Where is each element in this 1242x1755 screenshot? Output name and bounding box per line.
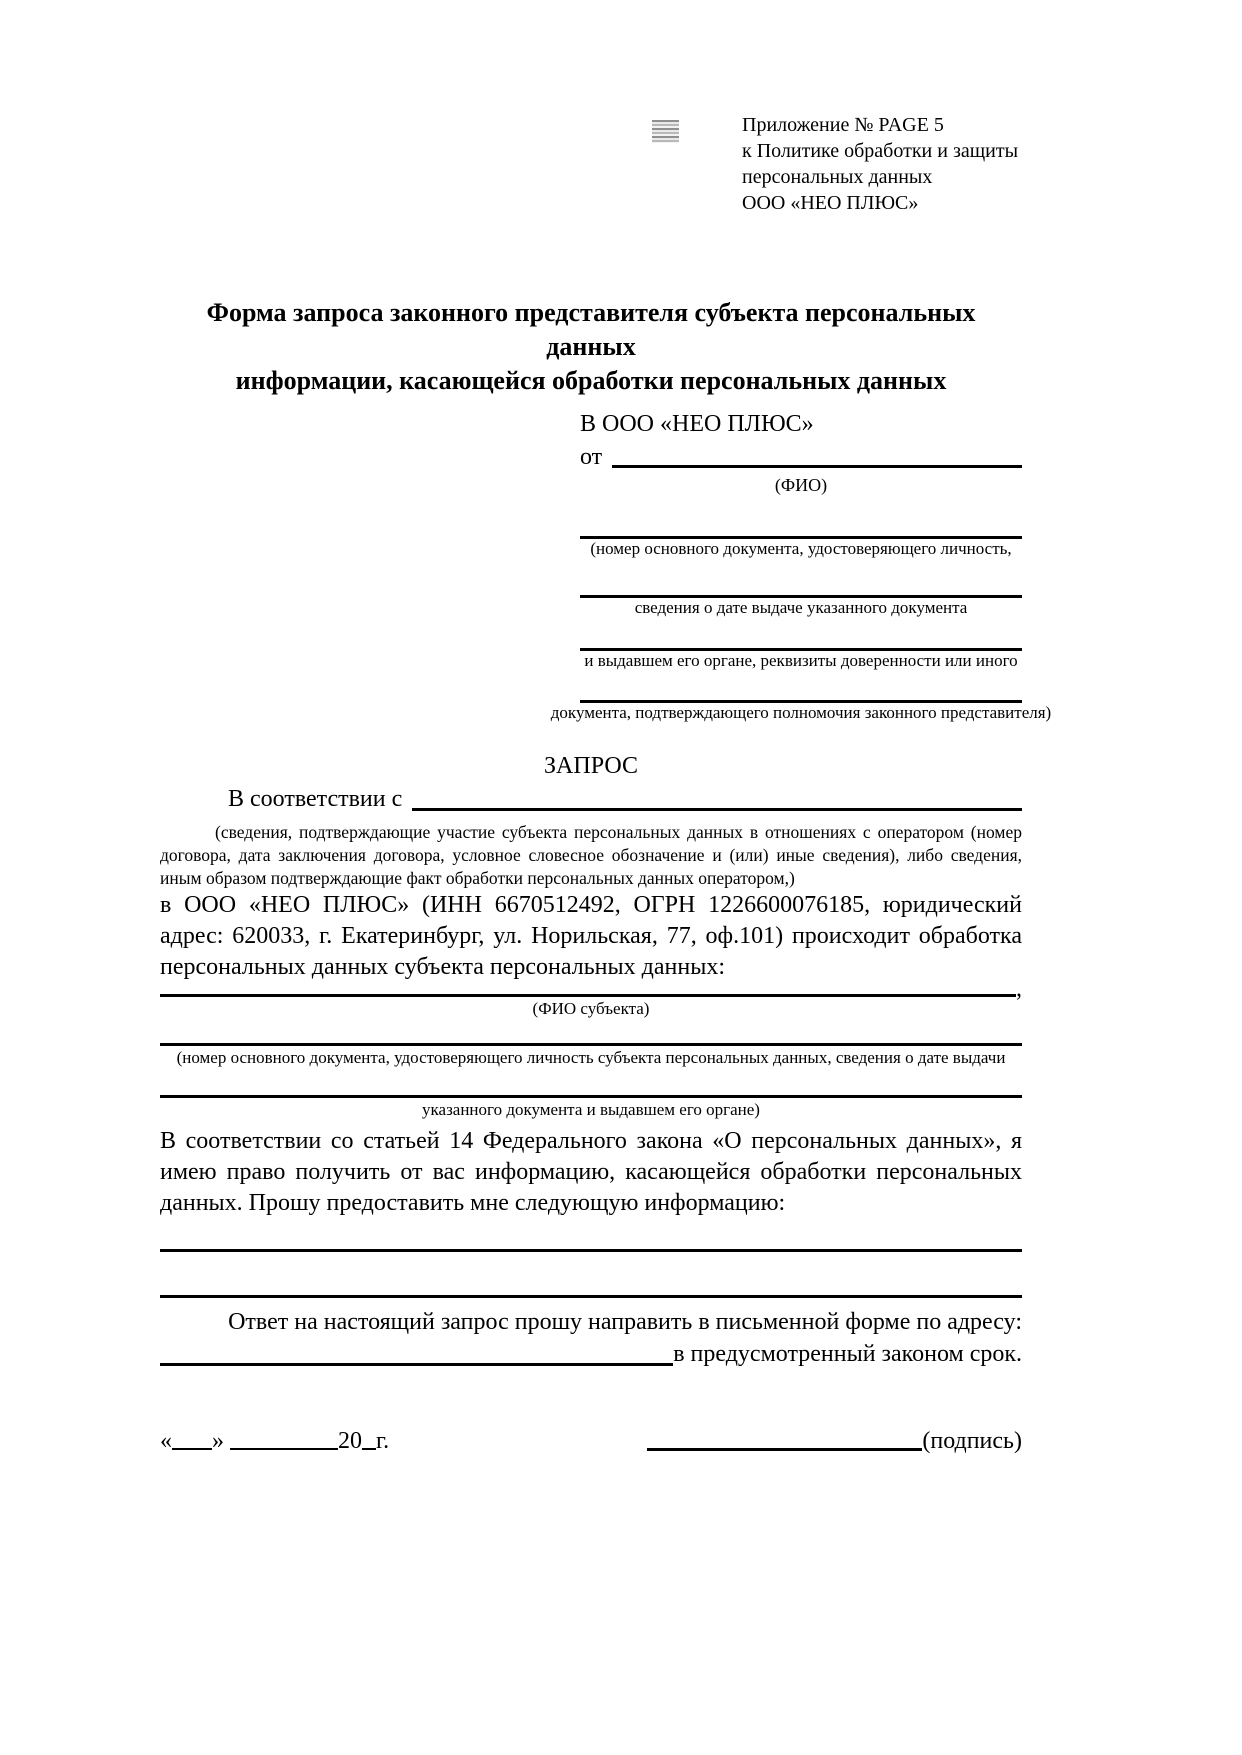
from-label: от bbox=[580, 444, 603, 470]
form-title-line1: Форма запроса законного представителя субъекта персональных данных bbox=[206, 298, 976, 361]
form-title bbox=[160, 0, 1022, 398]
date-year-prefix: 20 bbox=[338, 1428, 362, 1454]
fio-caption: (ФИО) bbox=[774, 475, 828, 495]
reply-address-row bbox=[160, 1338, 1022, 1370]
address-fill-in-line bbox=[160, 1363, 673, 1366]
subject-doc-caption: (номер основного документа, удостоверяющего личность субъекта персональных данных, сведения о дате выдачи bbox=[176, 1048, 1006, 1067]
fill-in-line bbox=[580, 559, 1022, 598]
fill-in-line bbox=[160, 994, 1016, 997]
intro-note: (сведения, подтверждающие участие субъекта персональных данных в отношениях с оператором (номер договора, дата заключения договора, условное словесное обозначение и (или) иные сведения), либо сведения, иным образом подтверждающие факт обработки персональных данных оператором,) bbox=[160, 822, 1022, 888]
date-month-blank bbox=[230, 1428, 338, 1450]
line-caption: (номер основного документа, удостоверяющего личность, bbox=[590, 539, 1012, 558]
request-heading: ЗАПРОС bbox=[544, 753, 638, 779]
appendix-line: к Политике обработки и защиты bbox=[742, 140, 1019, 162]
addressee-block bbox=[550, 408, 1052, 723]
date-quote-close: » bbox=[212, 1428, 224, 1454]
subject-doc-caption: указанного документа и выдавшем его органе) bbox=[422, 1100, 760, 1119]
document-body bbox=[160, 0, 1052, 1456]
appendix-line: Приложение № PAGE 5 bbox=[742, 114, 944, 136]
signature-fill-in-line bbox=[647, 1428, 922, 1451]
date-day-blank bbox=[172, 1428, 212, 1450]
fill-in-line bbox=[160, 1019, 1022, 1046]
date-year-blank bbox=[362, 1428, 376, 1450]
fill-in-line bbox=[160, 1068, 1022, 1098]
appendix-line: персональных данных bbox=[742, 166, 933, 188]
subject-fio-line bbox=[160, 976, 1022, 1002]
intro-fill-in-line bbox=[412, 808, 1022, 811]
appendix-line: ООО «НЕО ПЛЮС» bbox=[742, 192, 919, 214]
intro-label: В соответствии с bbox=[228, 786, 403, 812]
date-year-suffix: г. bbox=[376, 1428, 390, 1454]
fill-in-line bbox=[580, 496, 1022, 539]
line-caption: и выдавшем его органе, реквизиты доверенности или иного bbox=[584, 651, 1018, 670]
signature-row bbox=[160, 1426, 1022, 1456]
fill-in-line bbox=[580, 671, 1022, 703]
form-title-line2: информации, касающейся обработки персональных данных bbox=[235, 366, 947, 395]
line-caption: документа, подтверждающего полномочия законного представителя) bbox=[550, 703, 1052, 722]
reply-tail: в предусмотренный законом срок. bbox=[673, 1341, 1022, 1367]
line-comma: , bbox=[1016, 976, 1022, 1002]
signature-caption: (подпись) bbox=[922, 1428, 1022, 1454]
fill-in-line bbox=[160, 1295, 1022, 1298]
line-caption: сведения о дате выдаче указанного документа bbox=[634, 598, 968, 617]
from-fill-in-line bbox=[612, 465, 1022, 468]
date-group bbox=[160, 1426, 389, 1456]
fill-in-line bbox=[580, 618, 1022, 651]
operator-paragraph: в ООО «НЕО ПЛЮС» (ИНН 6670512492, ОГРН 1226600076185, юридический адрес: 620033, г. Екатеринбург, ул. Норильская, 77, оф.101) происходит обработка персональных данных субъекта персональных данных: bbox=[160, 892, 1022, 980]
intro-row bbox=[160, 781, 1022, 817]
from-row bbox=[580, 440, 1022, 474]
fill-in-line bbox=[160, 1249, 1022, 1252]
signature-group bbox=[647, 1426, 1022, 1456]
addressee-to: В ООО «НЕО ПЛЮС» bbox=[580, 411, 814, 437]
law-paragraph: В соответствии со статьей 14 Федерального закона «О персональных данных», я имею право получить от вас информацию, касающейся обработки персональных данных. Прошу предоставить мне следующую информацию: bbox=[160, 1128, 1022, 1216]
date-quote-open: « bbox=[160, 1428, 172, 1454]
reply-sentence: Ответ на настоящий запрос прошу направить в письменной форме по адресу: bbox=[228, 1309, 1022, 1335]
subject-fio-caption: (ФИО субъекта) bbox=[532, 999, 650, 1018]
